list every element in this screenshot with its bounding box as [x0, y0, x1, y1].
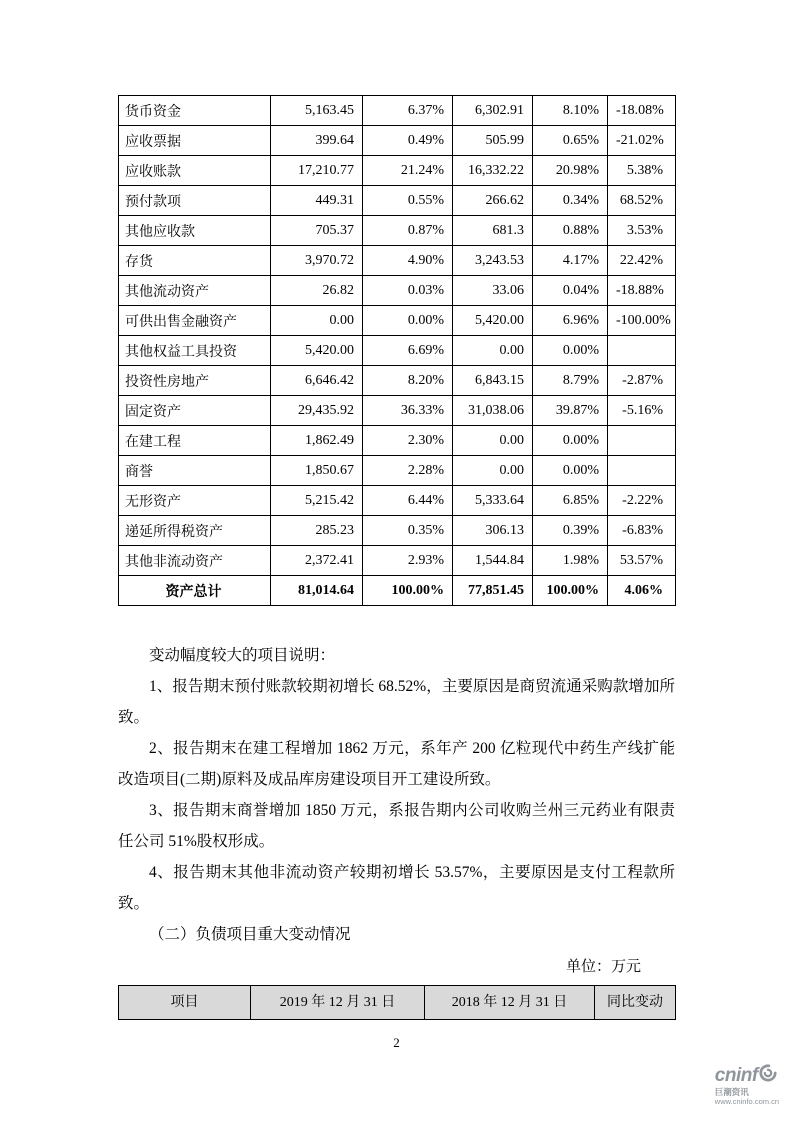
table-row	[119, 366, 676, 396]
asset-value-2018: 306.13	[453, 516, 533, 546]
asset-pct-2019: 6.44%	[363, 486, 453, 516]
asset-yoy-change: -100.00%	[608, 306, 676, 336]
asset-value-2019: 5,163.45	[271, 96, 363, 126]
asset-item-name: 可供出售金融资产	[119, 306, 271, 336]
table-row	[119, 156, 676, 186]
notes-intro: 变动幅度较大的项目说明：	[149, 647, 336, 664]
asset-table-body	[119, 96, 676, 576]
asset-value-2019: 399.64	[271, 126, 363, 156]
asset-pct-2018: 0.88%	[533, 216, 608, 246]
asset-value-2018: 5,333.64	[453, 486, 533, 516]
asset-pct-2019: 4.90%	[363, 246, 453, 276]
asset-total-value-2018: 77,851.45	[453, 576, 533, 606]
asset-pct-2019: 36.33%	[363, 396, 453, 426]
asset-yoy-change: -2.87%	[608, 366, 676, 396]
asset-value-2019: 705.37	[271, 216, 363, 246]
asset-pct-2018: 0.00%	[533, 336, 608, 366]
table-row	[119, 306, 676, 336]
asset-pct-2019: 0.35%	[363, 516, 453, 546]
asset-value-2018: 1,544.84	[453, 546, 533, 576]
asset-pct-2019: 0.03%	[363, 276, 453, 306]
asset-pct-2019: 0.00%	[363, 306, 453, 336]
asset-total-value-2019: 81,014.64	[271, 576, 363, 606]
asset-value-2018: 0.00	[453, 426, 533, 456]
table-row	[119, 546, 676, 576]
liability-header-yoy: 同比变动	[595, 986, 676, 1020]
asset-value-2019: 0.00	[271, 306, 363, 336]
asset-value-2018: 6,302.91	[453, 96, 533, 126]
asset-item-name: 其他权益工具投资	[119, 336, 271, 366]
asset-value-2018: 31,038.06	[453, 396, 533, 426]
notes-list	[118, 671, 675, 919]
asset-pct-2019: 8.20%	[363, 366, 453, 396]
asset-pct-2019: 2.28%	[363, 456, 453, 486]
asset-value-2019: 26.82	[271, 276, 363, 306]
asset-pct-2018: 0.65%	[533, 126, 608, 156]
note-item: 2、报告期末在建工程增加 1862 万元，系年产 200 亿粒现代中药生产线扩能改造项目(二期)原料及成品库房建设项目开工建设所致。	[118, 740, 675, 788]
asset-value-2019: 17,210.77	[271, 156, 363, 186]
cninfo-logo-brand	[715, 1064, 779, 1087]
asset-value-2018: 3,243.53	[453, 246, 533, 276]
asset-item-name: 在建工程	[119, 426, 271, 456]
table-row	[119, 216, 676, 246]
asset-pct-2018: 0.39%	[533, 516, 608, 546]
table-row	[119, 426, 676, 456]
asset-table	[118, 95, 676, 606]
table-row	[119, 396, 676, 426]
asset-item-name: 固定资产	[119, 396, 271, 426]
asset-value-2018: 6,843.15	[453, 366, 533, 396]
note-item: 4、报告期末其他非流动资产较期初增长 53.57%，主要原因是支付工程款所致。	[118, 864, 675, 912]
asset-pct-2019: 6.69%	[363, 336, 453, 366]
table-row	[119, 486, 676, 516]
asset-value-2018: 0.00	[453, 456, 533, 486]
asset-yoy-change: -18.88%	[608, 276, 676, 306]
cninfo-logo-url: www.cninfo.com.cn	[714, 1097, 779, 1107]
table-row	[119, 246, 676, 276]
asset-item-name: 递延所得税资产	[119, 516, 271, 546]
asset-yoy-change: 68.52%	[608, 186, 676, 216]
liability-header-row	[119, 986, 676, 1020]
asset-value-2018: 505.99	[453, 126, 533, 156]
asset-value-2019: 449.31	[271, 186, 363, 216]
asset-pct-2019: 0.87%	[363, 216, 453, 246]
asset-yoy-change: 5.38%	[608, 156, 676, 186]
asset-item-name: 其他应收款	[119, 216, 271, 246]
asset-item-name: 应收账款	[119, 156, 271, 186]
asset-yoy-change: 53.57%	[608, 546, 676, 576]
asset-pct-2019: 0.55%	[363, 186, 453, 216]
asset-yoy-change	[608, 426, 676, 456]
asset-pct-2018: 0.34%	[533, 186, 608, 216]
asset-total-row	[119, 576, 676, 606]
cninfo-swirl-icon	[759, 1064, 777, 1087]
asset-item-name: 存货	[119, 246, 271, 276]
asset-yoy-change	[608, 456, 676, 486]
cninfo-logo-text: cninf	[714, 1064, 758, 1086]
asset-yoy-change	[608, 336, 676, 366]
table-row	[119, 276, 676, 306]
liability-header-item: 项目	[119, 986, 251, 1020]
asset-value-2018: 0.00	[453, 336, 533, 366]
asset-value-2019: 1,850.67	[271, 456, 363, 486]
asset-pct-2018: 1.98%	[533, 546, 608, 576]
asset-value-2019: 29,435.92	[271, 396, 363, 426]
asset-item-name: 应收票据	[119, 126, 271, 156]
asset-yoy-change: -5.16%	[608, 396, 676, 426]
cninfo-logo-name: 巨潮资讯	[714, 1087, 749, 1098]
asset-item-name: 无形资产	[119, 486, 271, 516]
table-row	[119, 456, 676, 486]
section-heading: （二）负债项目重大变动情况	[149, 926, 351, 943]
table-row	[119, 336, 676, 366]
asset-pct-2018: 20.98%	[533, 156, 608, 186]
asset-value-2018: 681.3	[453, 216, 533, 246]
asset-yoy-change: 3.53%	[608, 216, 676, 246]
asset-pct-2018: 0.00%	[533, 426, 608, 456]
note-item: 1、报告期末预付账款较期初增长 68.52%，主要原因是商贸流通采购款增加所致。	[118, 678, 675, 726]
asset-pct-2019: 21.24%	[363, 156, 453, 186]
note-item: 3、报告期末商誉增加 1850 万元，系报告期内公司收购兰州三元药业有限责任公司 51%股权形成。	[118, 802, 675, 850]
asset-value-2019: 285.23	[271, 516, 363, 546]
asset-yoy-change: -21.02%	[608, 126, 676, 156]
asset-item-name: 其他非流动资产	[119, 546, 271, 576]
asset-pct-2019: 6.37%	[363, 96, 453, 126]
asset-yoy-change: -18.08%	[608, 96, 676, 126]
asset-item-name: 投资性房地产	[119, 366, 271, 396]
asset-pct-2018: 0.00%	[533, 456, 608, 486]
asset-item-name: 预付款项	[119, 186, 271, 216]
asset-pct-2019: 0.49%	[363, 126, 453, 156]
asset-value-2019: 5,215.42	[271, 486, 363, 516]
asset-yoy-change: 22.42%	[608, 246, 676, 276]
liability-header-2019: 2019 年 12 月 31 日	[251, 986, 425, 1020]
asset-total-label: 资产总计	[119, 576, 271, 606]
asset-total-pct-2019: 100.00%	[363, 576, 453, 606]
page-number: 2	[393, 1035, 400, 1050]
table-row	[119, 96, 676, 126]
asset-total-change: 4.06%	[608, 576, 676, 606]
asset-pct-2019: 2.93%	[363, 546, 453, 576]
asset-pct-2019: 2.30%	[363, 426, 453, 456]
asset-pct-2018: 6.85%	[533, 486, 608, 516]
notes-section	[118, 640, 675, 1052]
asset-yoy-change: -2.22%	[608, 486, 676, 516]
asset-yoy-change: -6.83%	[608, 516, 676, 546]
asset-pct-2018: 39.87%	[533, 396, 608, 426]
table-row	[119, 126, 676, 156]
liability-table	[118, 985, 676, 1020]
asset-value-2019: 6,646.42	[271, 366, 363, 396]
asset-pct-2018: 0.04%	[533, 276, 608, 306]
table-row	[119, 516, 676, 546]
asset-pct-2018: 8.79%	[533, 366, 608, 396]
asset-value-2019: 2,372.41	[271, 546, 363, 576]
cninfo-logo	[715, 1064, 779, 1106]
asset-item-name: 其他流动资产	[119, 276, 271, 306]
asset-value-2019: 3,970.72	[271, 246, 363, 276]
asset-pct-2018: 8.10%	[533, 96, 608, 126]
asset-value-2018: 33.06	[453, 276, 533, 306]
asset-pct-2018: 4.17%	[533, 246, 608, 276]
liability-header-2018: 2018 年 12 月 31 日	[425, 986, 595, 1020]
asset-total-pct-2018: 100.00%	[533, 576, 608, 606]
asset-value-2018: 16,332.22	[453, 156, 533, 186]
asset-value-2018: 266.62	[453, 186, 533, 216]
asset-value-2019: 5,420.00	[271, 336, 363, 366]
asset-value-2018: 5,420.00	[453, 306, 533, 336]
asset-value-2019: 1,862.49	[271, 426, 363, 456]
asset-pct-2018: 6.96%	[533, 306, 608, 336]
unit-label: 单位：万元	[565, 959, 641, 975]
table-row	[119, 186, 676, 216]
asset-item-name: 商誉	[119, 456, 271, 486]
asset-item-name: 货币资金	[119, 96, 271, 126]
